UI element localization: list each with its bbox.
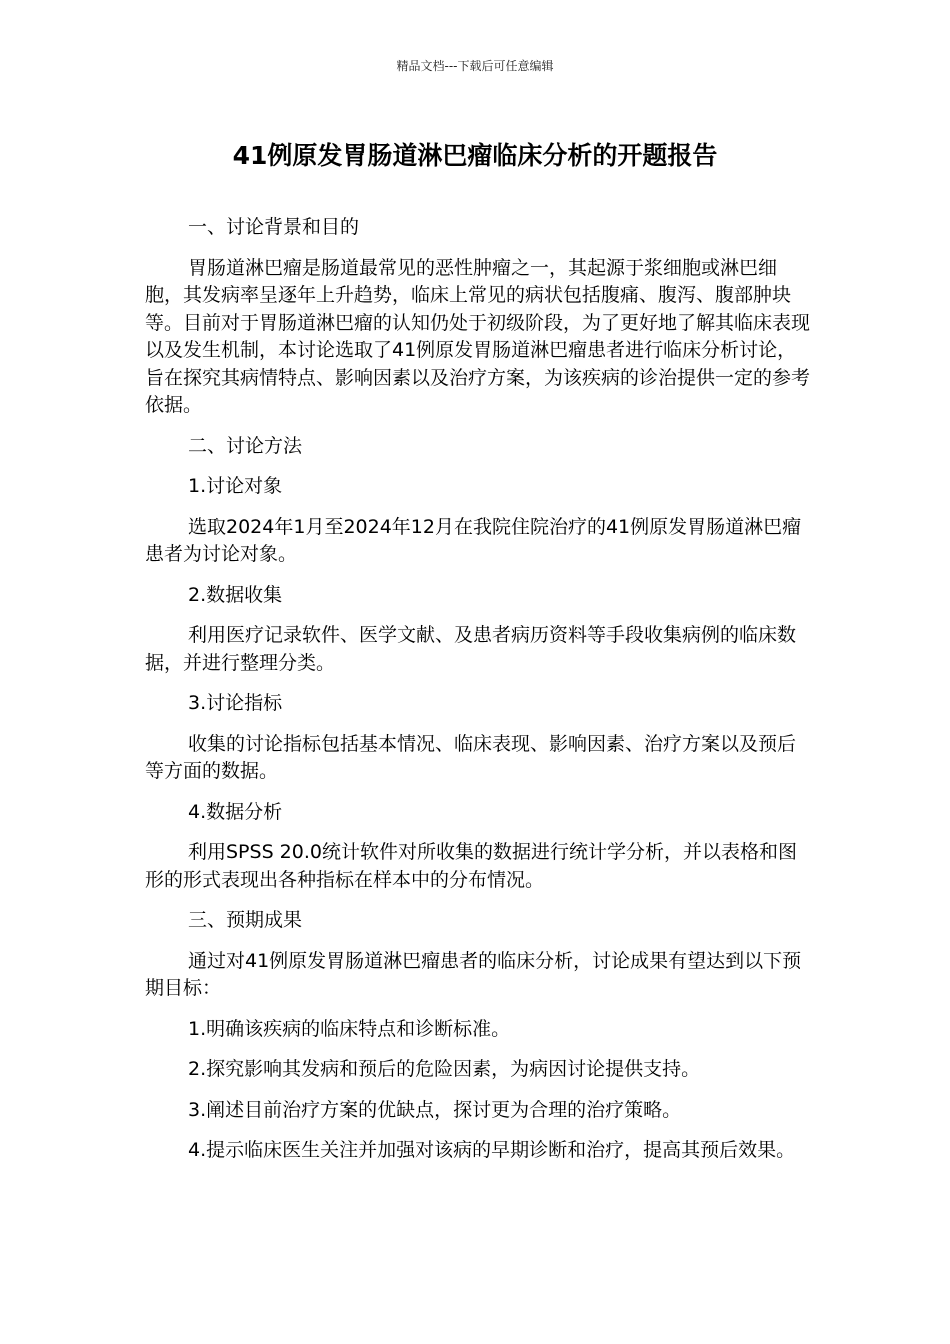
subjects-paragraph: 选取2024年1月至2024年12月在我院住院治疗的41例原发胃肠道淋巴瘤患者为讨论对象。: [145, 515, 802, 565]
section-heading-background: 一、讨论背景和目的: [188, 216, 360, 238]
subheading-data-collection: 2.数据收集: [188, 583, 283, 606]
expected-result-item: 2.探究影响其发病和预后的危险因素，为病因讨论提供支持。: [188, 1058, 701, 1080]
background-paragraph: 胃肠道淋巴瘤是肠道最常见的恶性肿瘤之一，其起源于浆细胞或淋巴细胞，其发病率呈逐年上升趋势，临床上常见的病状包括腹痛、腹泻、腹部肿块等。目前对于胃肠道淋巴瘤的认知仍处于初级阶段，为了更好地了解其临床表现以及发生机制，本讨论选取了41例原发胃肠道淋巴瘤患者进行临床分析讨论，旨在探究其病情特点、影响因素以及治疗方案，为该疾病的诊治提供一定的参考依据。: [145, 256, 811, 416]
data-collection-paragraph: 利用医疗记录软件、医学文献、及患者病历资料等手段收集病例的临床数据，并进行整理分类。: [145, 624, 797, 674]
section-heading-methods: 二、讨论方法: [188, 434, 303, 457]
expected-result-item: 3.阐述目前治疗方案的优缺点，探讨更为合理的治疗策略。: [188, 1098, 682, 1121]
document-title: 41例原发胃肠道淋巴瘤临床分析的开题报告: [232, 141, 718, 170]
expected-result-item: 4.提示临床医生关注并加强对该病的早期诊断和治疗，提高其预后效果。: [188, 1139, 796, 1161]
page-header-note: 精品文档---下载后可任意编辑: [396, 59, 554, 73]
expected-result-item: 1.明确该疾病的临床特点和诊断标准。: [188, 1017, 511, 1040]
expected-results-intro: 通过对41例原发胃肠道淋巴瘤患者的临床分析，讨论成果有望达到以下预期目标：: [145, 949, 802, 999]
document-body: [145, 214, 810, 1178]
section-heading-expected-results: 三、预期成果: [188, 909, 303, 931]
subheading-indicators: 3.讨论指标: [188, 692, 283, 714]
data-analysis-paragraph: 利用SPSS 20.0统计软件对所收集的数据进行统计学分析，并以表格和图形的形式表现出各种指标在样本中的分布情况。: [145, 841, 797, 891]
subheading-subjects: 1.讨论对象: [188, 475, 283, 497]
subheading-data-analysis: 4.数据分析: [188, 800, 283, 823]
indicators-paragraph: 收集的讨论指标包括基本情况、临床表现、影响因素、治疗方案以及预后等方面的数据。: [145, 732, 797, 782]
